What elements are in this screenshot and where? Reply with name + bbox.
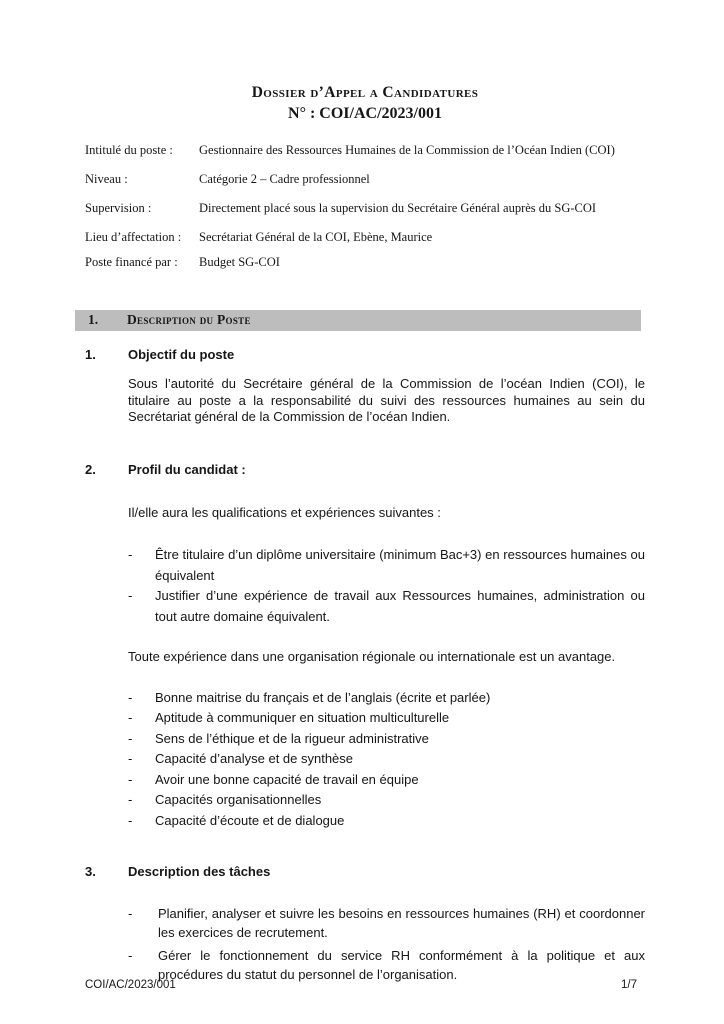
- dash-bullet: -: [128, 771, 133, 787]
- list-item: [128, 811, 645, 832]
- experience-note: Toute expérience dans une organisation régionale ou internationale est un avantage.: [128, 649, 616, 664]
- competencies-list: [128, 688, 645, 832]
- list-item-text: Capacité d’analyse et de synthèse: [155, 751, 354, 766]
- dash-bullet: -: [128, 812, 133, 828]
- dash-bullet: -: [128, 906, 133, 921]
- dash-bullet: -: [128, 948, 133, 963]
- dash-bullet: -: [128, 689, 133, 705]
- field-label: Niveau :: [85, 172, 128, 186]
- list-item-text: Bonne maitrise du français et de l’anglais (écrite et parlée): [155, 689, 491, 705]
- heading-number: 1.: [85, 347, 96, 362]
- objectif-paragraph-wrap: [128, 376, 645, 426]
- field-row-financement: [85, 254, 645, 270]
- list-item-text: Être titulaire d’un diplôme universitaire (minimum Bac+3) en ressources humaines ou équivalent: [155, 547, 645, 583]
- field-row-supervision: [85, 200, 645, 216]
- document-reference-number: N° : COI/AC/2023/001: [288, 105, 442, 122]
- dash-bullet: -: [128, 588, 133, 603]
- profil-intro-wrap: [128, 505, 645, 522]
- list-item-text: Gérer le fonctionnement du service RH conformément à la politique et aux procédures du statut du personnel de l’organisation.: [158, 948, 645, 982]
- dash-bullet: -: [128, 730, 133, 746]
- list-item-text: Capacité d’écoute et de dialogue: [155, 812, 345, 828]
- document-title: Dossier d’Appel a Candidatures: [251, 84, 479, 101]
- list-item: [128, 688, 645, 709]
- footer-doc-reference: COI/AC/2023/001: [85, 979, 176, 991]
- document-title-block: [85, 84, 645, 123]
- heading-description-des-taches: [85, 864, 645, 879]
- list-item: [128, 770, 645, 791]
- page-footer: [85, 979, 637, 991]
- field-row-intitule: [85, 142, 645, 158]
- list-item: [128, 729, 645, 750]
- dash-bullet: -: [128, 751, 133, 766]
- list-item-text: Justifier d’une expérience de travail aux Ressources humaines, administration ou tout autre domaine équivalent.: [155, 588, 645, 624]
- list-item: [128, 586, 645, 627]
- heading-label: Description des tâches: [128, 864, 271, 879]
- experience-note-wrap: [128, 649, 645, 666]
- field-value: Secrétariat Général de la COI, Ebène, Maurice: [199, 230, 433, 244]
- field-label: Intitulé du poste :: [85, 143, 173, 157]
- field-value: Gestionnaire des Ressources Humaines de la Commission de l’Océan Indien (COI): [199, 143, 615, 157]
- heading-profil-du-candidat: [85, 462, 645, 477]
- document-content: [85, 0, 645, 989]
- footer-page-number: 1/7: [621, 979, 637, 991]
- field-row-niveau: [85, 171, 645, 187]
- list-item-text: Aptitude à communiquer en situation multiculturelle: [155, 710, 450, 725]
- heading-number: 2.: [85, 461, 96, 477]
- section-bar-number: 1.: [88, 312, 99, 327]
- dash-bullet: -: [128, 547, 133, 562]
- field-value: Budget SG-COI: [199, 255, 280, 269]
- field-value: Catégorie 2 – Cadre professionnel: [199, 172, 370, 186]
- list-item: [128, 545, 645, 586]
- dash-bullet: -: [128, 710, 133, 725]
- section-bar-title: Description du Poste: [127, 312, 251, 327]
- heading-objectif-du-poste: [85, 347, 645, 362]
- list-item-text: Planifier, analyser et suivre les besoins en ressources humaines (RH) et coordonner les exercices de recrutement.: [158, 906, 645, 940]
- heading-number: 3.: [85, 864, 96, 879]
- field-label: Lieu d’affectation :: [85, 230, 182, 244]
- field-row-lieu: [85, 229, 645, 245]
- heading-label: Profil du candidat :: [128, 461, 246, 477]
- profil-intro: Il/elle aura les qualifications et expériences suivantes :: [128, 504, 441, 520]
- list-item: [128, 749, 645, 770]
- field-value: Directement placé sous la supervision du Secrétaire Général auprès du SG-COI: [199, 201, 597, 215]
- field-label: Supervision :: [85, 201, 152, 215]
- list-item-text: Capacités organisationnelles: [155, 792, 322, 807]
- heading-label: Objectif du poste: [128, 347, 235, 362]
- field-label: Poste financé par :: [85, 255, 178, 269]
- qualifications-list: [128, 545, 645, 627]
- list-item-text: Avoir une bonne capacité de travail en équipe: [155, 771, 419, 787]
- header-fields: [85, 142, 645, 270]
- section-header-bar: [75, 310, 641, 331]
- dash-bullet: -: [128, 792, 133, 807]
- list-item: [128, 708, 645, 729]
- list-item: [128, 905, 645, 942]
- list-item-text: Sens de l’éthique et de la rigueur administrative: [155, 730, 429, 746]
- list-item: [128, 790, 645, 811]
- objectif-paragraph: Sous l’autorité du Secrétaire général de la Commission de l’océan Indien (COI), le titulaire au poste a la responsabilité du suivi des ressources humaines au sein du Secrétariat général de la Commission de l’océan Indien.: [128, 376, 645, 424]
- tasks-list: [128, 905, 645, 984]
